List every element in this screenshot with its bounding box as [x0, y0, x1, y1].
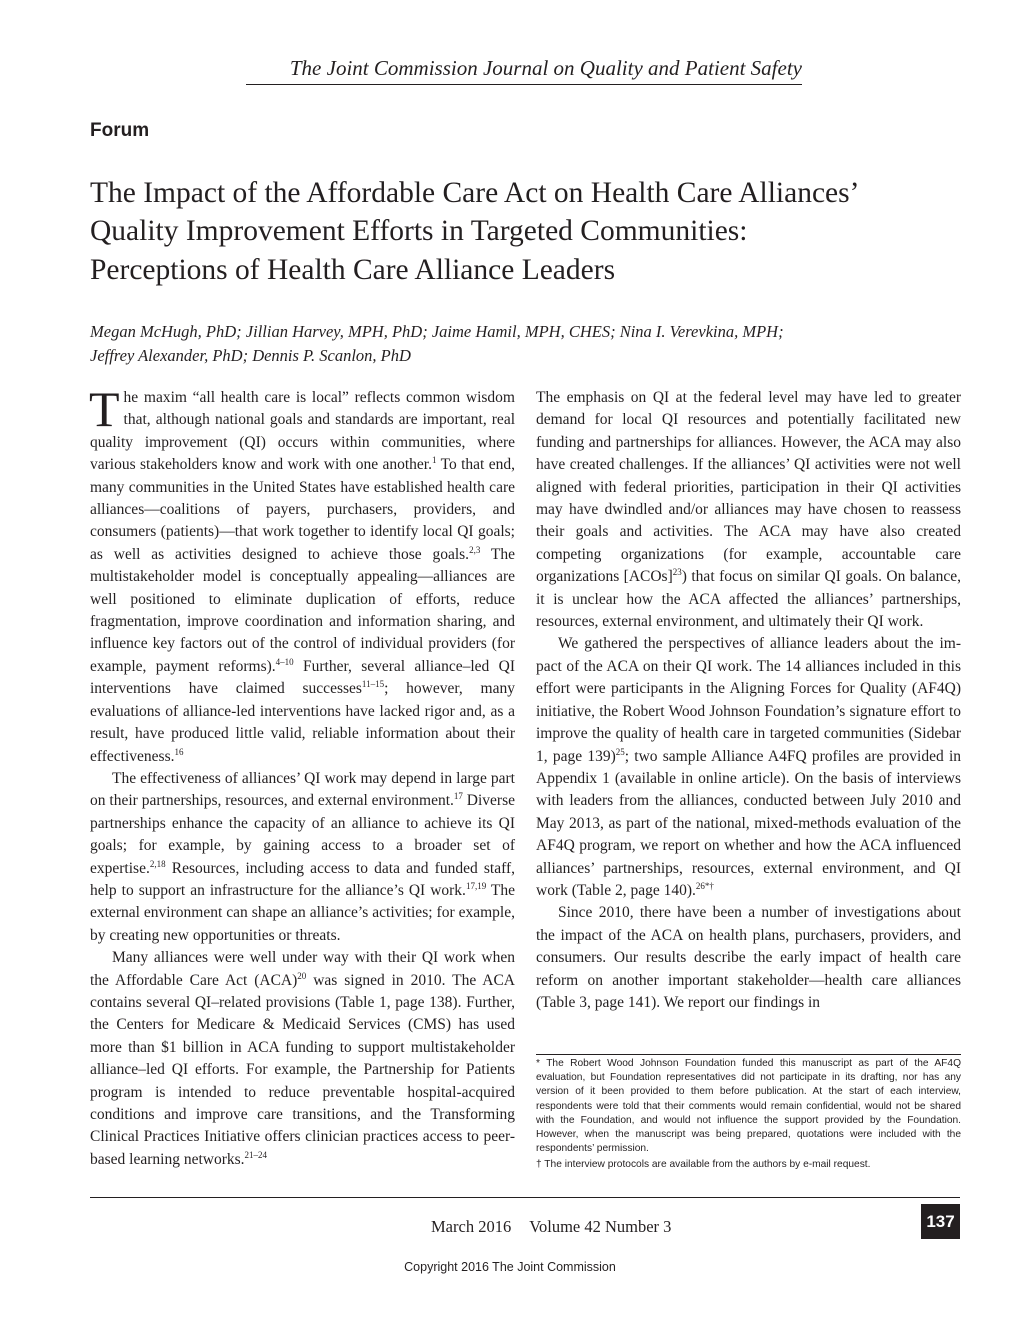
reference-marker: 20 — [297, 970, 307, 981]
section-label: Forum — [90, 120, 150, 141]
title-line: The Impact of the Affordable Care Act on Health Care Alliances’ — [90, 177, 860, 209]
reference-marker: 1 — [431, 455, 437, 466]
reference-marker: 25 — [615, 746, 625, 757]
body-paragraph: We gathered the perspectives of alliance leaders about the impact of the ACA on their QI work. The 14 alliances included in this effort were participants in the Aligning Forces for Quality (AF4Q) initiative, the Robert Wood Johnson Foundation’s signature effort to improve the quality of health care in targeted communities (Sidebar 1, page 139)$^{25}$; two sample Alliance A4FQ profiles are provided in Appendix 1 (available in online article). On the basis of interviews with leaders from the alliances, conducted between July 2010 and May 2013, as part of the national, mixed-methods evaluation of the AF4Q program, we report on whether and how the ACA influenced alliances’ partnerships, resources, external environment, and QI work (Table 2, page 140).$^{26*\dagger}$ — [536, 635, 961, 899]
copyright: Copyright 2016 The Joint Commission — [404, 1260, 616, 1274]
author-line: Megan McHugh, PhD; Jillian Harvey, MPH, PhD; Jaime Hamil, MPH, CHES; Nina I. Verevkina, MPH; — [90, 322, 784, 341]
footnote-funding: * The Robert Wood Johnson Foundation funded this manuscript as part of the AF4Q evaluation, but Foundation representatives did not participate in its drafting, nor has any version of it been provided to them before publication. At the start of each interview, respondents were told that their comments would remain confidential, would not be shared with the Foundation, and would not influence the support provided by the Foundation. However, when the manuscript was being prepared, quotations were included with the respondents’ permission. — [536, 1058, 961, 1155]
page-number: 137 — [921, 1204, 960, 1239]
body-paragraph: The effectiveness of alliances’ QI work may depend in large part on their partnerships, resources, and external environment.$^{17}$ Diverse partnerships enhance the capacity of an alliance to achieve its QI goals; for example, by gaining access to a broader set of expertise.$^{2,18}$ Resources, including access to data and funded staff, help to support an infrastructure for the alliance’s QI work.$^{17,19}$ The external environment can shape an alliance’s activities; for example, by creating new opportunities or threats. — [90, 769, 515, 944]
reference-marker: 26*† — [695, 880, 714, 891]
footnote-protocols: † The interview protocols are available from the authors by e-mail request. — [536, 1159, 871, 1171]
drop-cap: T — [89, 381, 120, 437]
reference-marker: 21–24 — [244, 1149, 268, 1160]
body-paragraph: The emphasis on QI at the federal level may have led to greater demand for local QI resources and potentially facilitated new funding and partnerships for alliances. However, the ACA may also have created challenges. If the alliances’ QI activities were not well aligned with federal priorities, participation in their QI activities may have dwindled and/or alliances may have chosen to reassess their goals and activities. The ACA may have also created competing organizations (for example, accountable care organizations [ACOs]$^{23}$) that focus on similar QI goals. On balance, it is unclear how the ACA affected the alliances’ partnerships, resources, external environment, and ultimately their QI work. — [536, 389, 961, 631]
reference-marker: 11–15 — [361, 679, 385, 690]
issue-date: March 2016 — [431, 1217, 512, 1236]
title-line: Quality Improvement Efforts in Targeted Communities: — [90, 215, 748, 248]
body-paragraph: Many alliances were well under way with their QI work when the Affordable Care Act (ACA)$^{20}$ was signed in 2010. The ACA contains several QI–related provisions (Table 1, page 138). Further, the Centers for Medicare & Medicaid Services (CMS) has used more than $1 billion in ACA funding to support multistakeholder alliance–led QI efforts. For example, the Partnership for Patients program is intended to reduce preventable hospital-acquired conditions and improve care transitions, and the Transforming Clinical Practices Initiative offers clinician practices access to peer-based learning networks.$^{21-24}$ — [90, 949, 515, 1168]
body-paragraph: The maxim “all health care is local” reflects common wisdom that, although national goals and standards are important, real quality improvement (QI) occurs within communities, where various stakeholders know and work with one another.$^1$ To that end, many communities in the United States have established health care alliances—coalitions of payers, purchasers, providers, and consumers (patients)—that work together to identify local QI goals; as well as activities designed to achieve those goals.$^{2,3}$ The multistakeholder model is conceptually appealing—alliances are well positioned to eliminate duplication of efforts, reduce fragmentation, improve coordination and information sharing, and influence key factors out of the control of individual providers (for example, payment reforms).$^{4-10}$ Further, several alliance–led QI interventions have claimed successes$^{11-15}$; however, many evaluations of alliance-led interventions have lacked rigor and, as a result, have produced little valid, reliable information about their effectiveness.$^{16}$ — [89, 381, 515, 765]
footer-divider — [90, 1197, 960, 1198]
reference-marker: 23 — [672, 567, 682, 578]
reference-marker: 17,19 — [465, 880, 487, 891]
body-column-left — [89, 381, 515, 1171]
reference-marker: 16 — [174, 746, 184, 757]
issue-info — [431, 1217, 671, 1237]
author-list — [90, 320, 950, 368]
reference-marker: 17 — [453, 791, 463, 802]
journal-header: The Joint Commission Journal on Quality and Patient Safety — [246, 56, 802, 85]
footnotes — [536, 1054, 961, 1175]
article-title — [90, 174, 950, 289]
reference-marker: 2,3 — [469, 544, 481, 555]
reference-marker: 4–10 — [275, 656, 294, 667]
title-line: Perceptions of Health Care Alliance Leaders — [90, 253, 616, 286]
reference-marker: 2,18 — [149, 858, 166, 869]
author-line: Jeffrey Alexander, PhD; Dennis P. Scanlon, PhD — [90, 345, 411, 365]
issue-volume: Volume 42 Number 3 — [529, 1217, 672, 1236]
body-paragraph: Since 2010, there have been a number of investigations about the impact of the ACA on health plans, purchasers, providers, and consumers. Our results describe the early impact of health care reform on another important stakeholder—health care alliances (Table 3, page 141). We report our findings in — [536, 904, 961, 1011]
body-column-right — [536, 387, 961, 1014]
